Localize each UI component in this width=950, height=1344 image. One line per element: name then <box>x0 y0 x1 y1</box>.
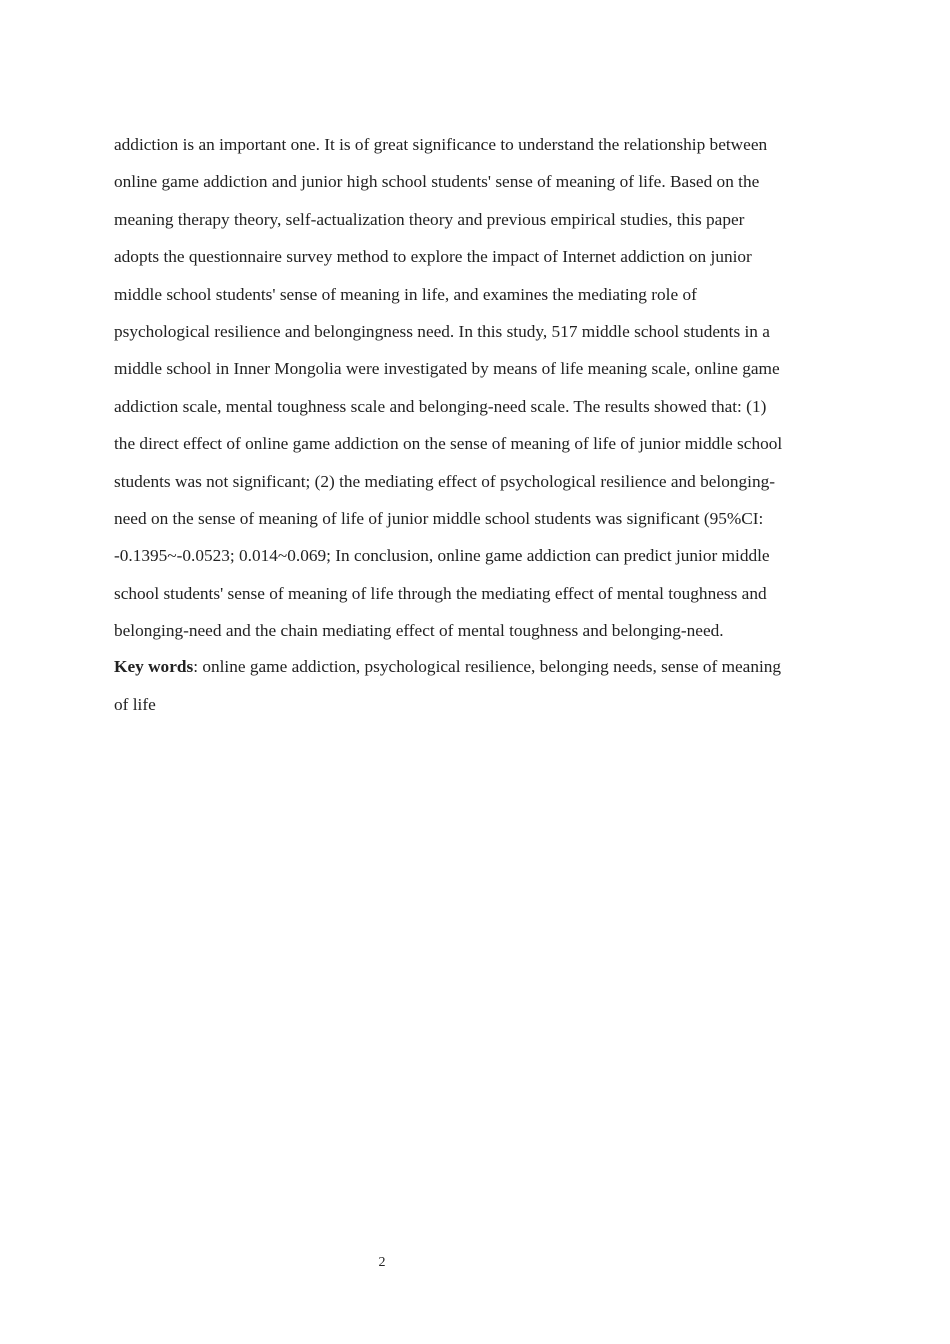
abstract-line: the direct effect of online game addiction on the sense of meaning of life of junior middle school <box>114 434 783 454</box>
keywords-list: : online game addiction, psychological resilience, belonging needs, sense of meaning <box>193 657 782 677</box>
abstract-body <box>114 126 864 723</box>
abstract-line: belonging-need and the chain mediating effect of mental toughness and belonging-need. <box>114 621 724 641</box>
abstract-line: meaning therapy theory, self-actualization theory and previous empirical studies, this paper <box>114 209 745 229</box>
abstract-line: online game addiction and junior high school students' sense of meaning of life. Based on the <box>114 172 760 192</box>
abstract-line: addiction is an important one. It is of great significance to understand the relationship between <box>114 135 768 154</box>
abstract-line: adopts the questionnaire survey method to explore the impact of Internet addiction on junior <box>114 247 752 267</box>
abstract-line: students was not significant; (2) the mediating effect of psychological resilience and belonging- <box>114 471 775 491</box>
abstract-line: -0.1395~-0.0523; 0.014~0.069; In conclusion, online game addiction can predict junior middle <box>114 546 770 566</box>
abstract-line: psychological resilience and belongingness need. In this study, 517 middle school students in a <box>114 321 770 341</box>
abstract-line: middle school students' sense of meaning in life, and examines the mediating role of <box>114 284 697 304</box>
abstract-line: school students' sense of meaning of life through the mediating effect of mental toughness and <box>114 583 767 603</box>
abstract-line: middle school in Inner Mongolia were investigated by means of life meaning scale, online game <box>114 359 780 379</box>
abstract-line: addiction scale, mental toughness scale and belonging-need scale. The results showed that: (1) <box>114 396 767 416</box>
keywords-label: Key words <box>114 657 194 677</box>
keywords-line <box>114 648 864 685</box>
keywords-continuation: of life <box>114 694 156 714</box>
abstract-line: need on the sense of meaning of life of junior middle school students was significant (95%CI: <box>114 508 764 528</box>
page-number: 2 <box>378 1255 386 1270</box>
